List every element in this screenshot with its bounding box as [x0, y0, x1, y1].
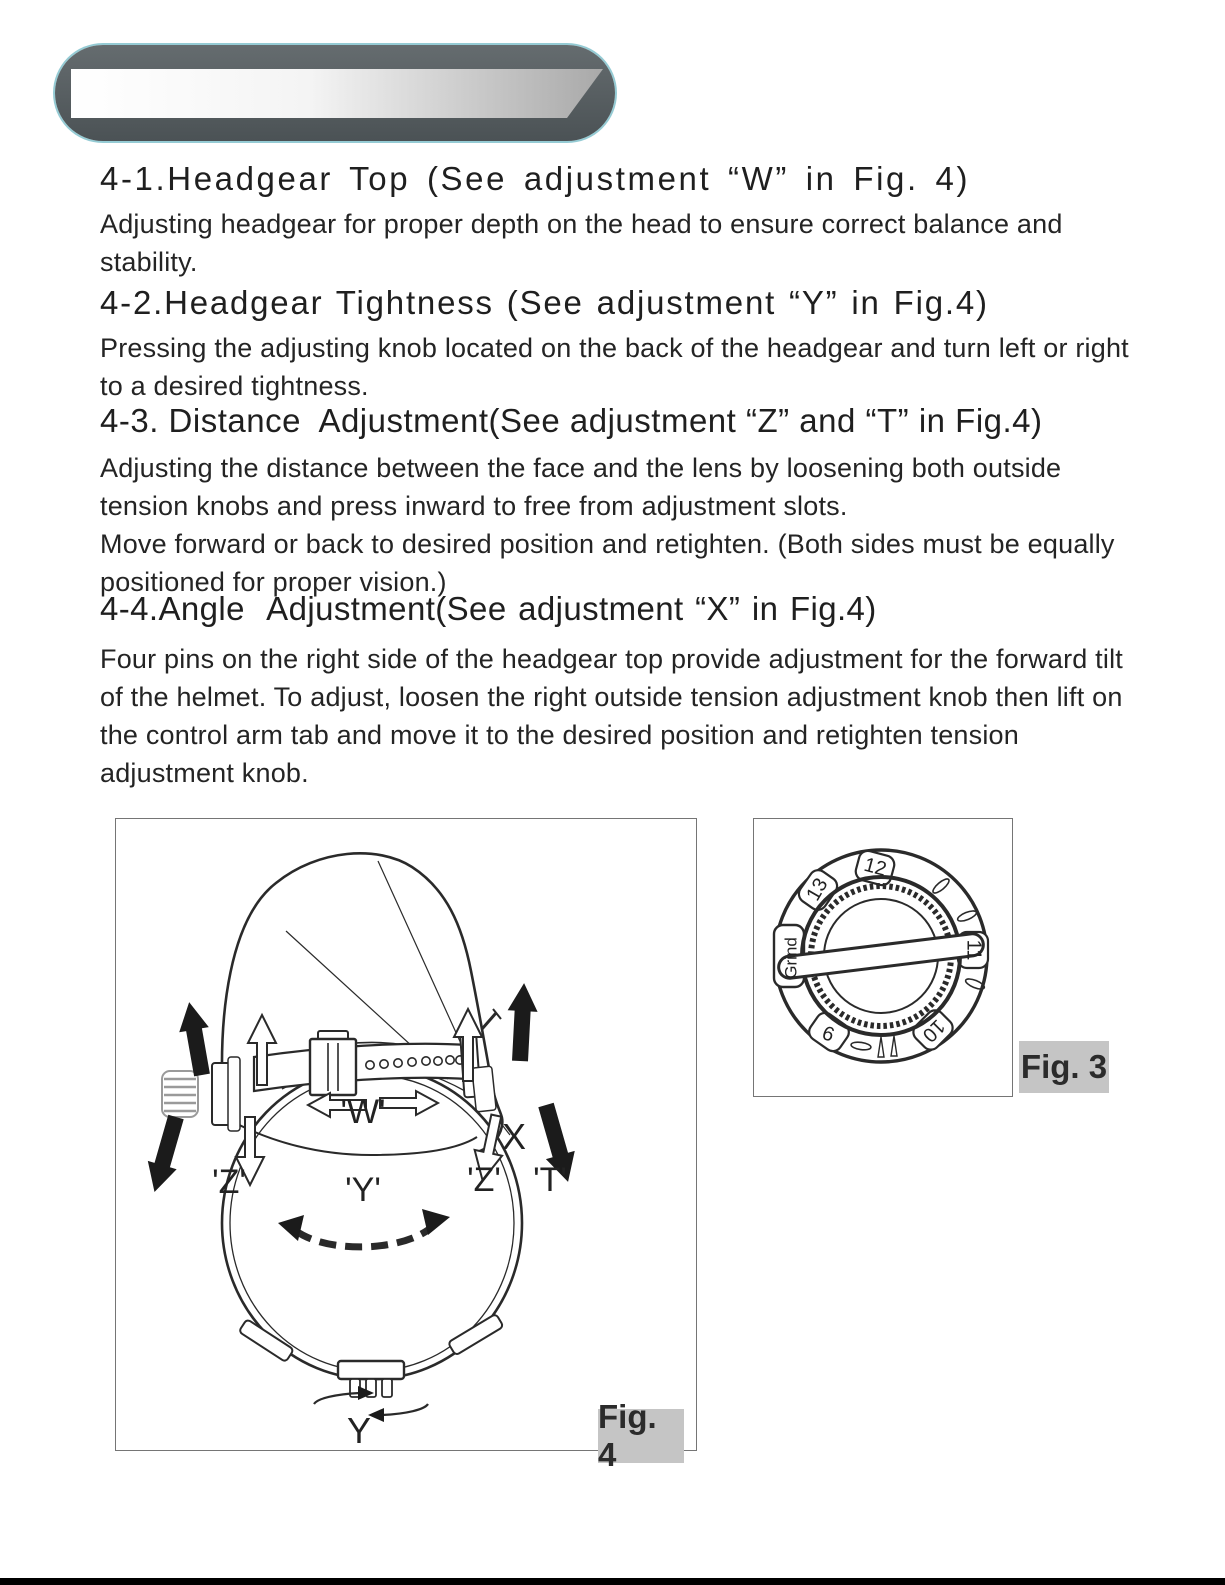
page-bottom-rule: [0, 1578, 1225, 1585]
dial-label-10: 10: [917, 1014, 950, 1047]
header-banner: [55, 45, 615, 141]
label-y-bottom: Y: [346, 1410, 372, 1450]
label-z-left: 'Z': [212, 1163, 246, 1201]
section-4-3-body-2: Move forward or back to desired position and retighten. (Both sides must be equally positioned for proper vision.): [100, 529, 1115, 597]
dial-label-13: 13: [802, 874, 833, 905]
dial-label-grind: Grind: [781, 937, 801, 979]
label-t: 'T': [533, 1161, 567, 1199]
section-4-1-body: Adjusting headgear for proper depth on the head to ensure correct balance and stability.: [100, 209, 1063, 277]
dial-label-11: 11: [962, 939, 985, 961]
figure-4-caption: Fig. 4: [598, 1409, 684, 1463]
label-x: X: [501, 1116, 527, 1157]
section-4-1-heading: 4-1.Headgear Top (See adjustment “W” in Fig. 4): [100, 160, 971, 197]
helmet-adjustment-diagram: [116, 819, 696, 1450]
label-z-right: 'Z': [467, 1161, 501, 1199]
section-4-2-heading: 4-2.Headgear Tightness (See adjustment “Y” in Fig.4): [100, 284, 989, 321]
figure-4-frame: [115, 818, 697, 1451]
section-4-3-heading: 4-3. Distance Adjustment(See adjustment “Z” and “T” in Fig.4): [100, 402, 1043, 439]
shade-knob-diagram: [754, 819, 1012, 1096]
section-4-2-body: Pressing the adjusting knob located on the back of the headgear and turn left or right to a desired tightness.: [100, 333, 1129, 401]
label-w: 'W': [340, 1093, 386, 1131]
dial-label-9: 9: [819, 1020, 838, 1045]
section-4-4-body: Four pins on the right side of the headgear top provide adjustment for the forward tilt of the helmet. To adjust, loosen the right outside tension adjustment knob then lift on the control arm tab and move it to the desired position and retighten tension adjustment knob.: [100, 644, 1123, 788]
label-y-band: 'Y': [345, 1171, 381, 1209]
section-4-3-body-1: Adjusting the distance between the face and the lens by loosening both outside tension knobs and press inward to free from adjustment slots.: [100, 453, 1062, 521]
figure-3-frame: [753, 818, 1013, 1097]
header-banner-strip: [71, 69, 603, 118]
dial-label-12: 12: [861, 853, 889, 881]
section-4-4-heading: 4-4.Angle Adjustment(See adjustment “X” in Fig.4): [100, 590, 877, 627]
figure-3-caption: Fig. 3: [1019, 1041, 1109, 1093]
